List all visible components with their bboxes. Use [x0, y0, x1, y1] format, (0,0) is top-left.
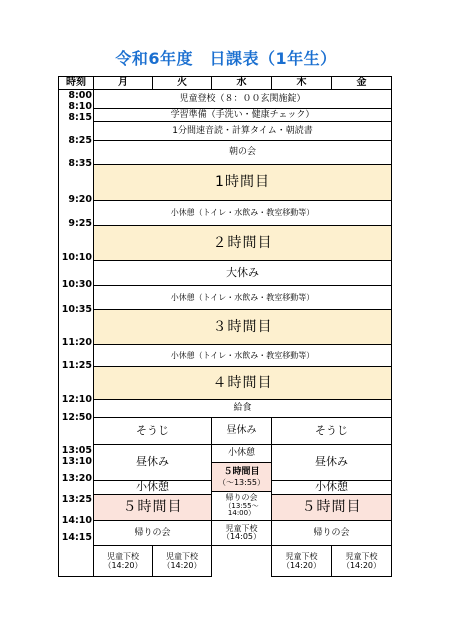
- wed-period-5-label: ５時間目: [223, 467, 260, 478]
- time-label: 13:20: [61, 473, 92, 484]
- wed-closing-label: 帰りの会: [225, 493, 258, 503]
- mon-dismiss-label: 児童下校: [107, 551, 139, 561]
- row-period-4: ４時間目: [93, 366, 392, 400]
- row-lunch: 給食: [93, 399, 392, 418]
- tue-dismiss-label: 児童下校: [166, 551, 198, 561]
- time-label: 9:20: [68, 194, 92, 205]
- wed-period-5-time: （～13:55）: [217, 477, 266, 487]
- wed-dismiss-time: （14:05）: [221, 532, 262, 541]
- row-break-2: 小休憩（トイレ・水飲み・教室移動等）: [93, 285, 392, 310]
- time-label: 13:05: [61, 445, 92, 456]
- time-label: 13:25: [61, 494, 92, 505]
- row-period-1: 1時間目: [93, 164, 392, 201]
- tue-dismiss: [152, 545, 212, 577]
- time-label: 10:10: [61, 252, 92, 263]
- thu-dismiss: [271, 545, 332, 577]
- row-prep: 学習準備（手洗い・健康チェック）: [93, 108, 392, 122]
- row-break-3: 小休憩（トイレ・水飲み・教室移動等）: [93, 344, 392, 367]
- fri-dismiss-time: （14:20）: [341, 561, 382, 570]
- time-label: 10:30: [61, 279, 92, 290]
- time-label: 11:20: [61, 337, 92, 348]
- time-label: 8:00: [68, 90, 92, 101]
- wed-short-break: 小休憩: [211, 444, 272, 463]
- wed-closing-time: （13:55～: [224, 501, 259, 510]
- thu-fri-cleaning: そうじ: [271, 417, 392, 445]
- wed-dismiss-label: 児童下校: [225, 523, 258, 533]
- thu-dismiss-time: （14:20）: [281, 561, 322, 570]
- row-period-3: ３時間目: [93, 309, 392, 345]
- mon-tue-lunch-break: 昼休み: [93, 444, 212, 481]
- time-label: 8:25: [68, 135, 92, 146]
- row-period-2: ２時間目: [93, 225, 392, 261]
- mon-tue-cleaning: そうじ: [93, 417, 212, 445]
- time-label: 8:35: [68, 158, 92, 169]
- row-break-1: 小休憩（トイレ・水飲み・教室移動等）: [93, 200, 392, 226]
- page-title: 令和6年度 日課表（1年生）: [115, 49, 337, 68]
- header-time: 時刻: [58, 76, 94, 90]
- wed-dismiss: [211, 520, 272, 546]
- row-morning-study: 1分間速音読・計算タイム・朝読書: [93, 121, 392, 141]
- header-tue: 火: [152, 76, 212, 90]
- time-label: 8:15: [68, 112, 92, 123]
- row-long-break: 大休み: [93, 260, 392, 286]
- time-label: 10:35: [61, 304, 92, 315]
- header-mon: 月: [93, 76, 153, 90]
- thu-fri-closing: 帰りの会: [271, 520, 392, 546]
- time-label: 14:15: [61, 532, 92, 543]
- time-label: 13:10: [61, 456, 92, 467]
- time-label: 11:25: [61, 360, 92, 371]
- mon-dismiss-time: （14:20）: [103, 561, 143, 570]
- wed-period-5: [211, 462, 272, 492]
- fri-dismiss: [331, 545, 392, 577]
- fri-dismiss-label: 児童下校: [345, 551, 378, 561]
- wed-closing: [211, 491, 272, 521]
- mon-tue-closing: 帰りの会: [93, 520, 212, 546]
- wed-lunch-break: 昼休み: [211, 417, 272, 445]
- mon-dismiss: [93, 545, 153, 577]
- mon-tue-period-5: ５時間目: [93, 494, 212, 521]
- tue-dismiss-time: （14:20）: [162, 561, 202, 570]
- time-label: 8:10: [68, 101, 92, 112]
- header-fri: 金: [331, 76, 392, 90]
- mon-tue-short-break: 小休憩: [93, 480, 212, 495]
- time-label: 14:10: [61, 515, 92, 526]
- time-label: 12:50: [61, 412, 92, 423]
- header-thu: 木: [271, 76, 332, 90]
- thu-dismiss-label: 児童下校: [285, 551, 318, 561]
- row-morning-meeting: 朝の会: [93, 140, 392, 165]
- time-label: 12:10: [61, 394, 92, 405]
- row-arrival: 児童登校（８：００玄関施錠）: [93, 89, 392, 109]
- time-label: 9:25: [68, 218, 92, 229]
- wed-closing-time2: 14:00）: [227, 509, 256, 518]
- thu-fri-short-break: 小休憩: [271, 480, 392, 495]
- thu-fri-period-5: ５時間目: [271, 494, 392, 521]
- header-wed: 水: [211, 76, 272, 90]
- thu-fri-lunch-break: 昼休み: [271, 444, 392, 481]
